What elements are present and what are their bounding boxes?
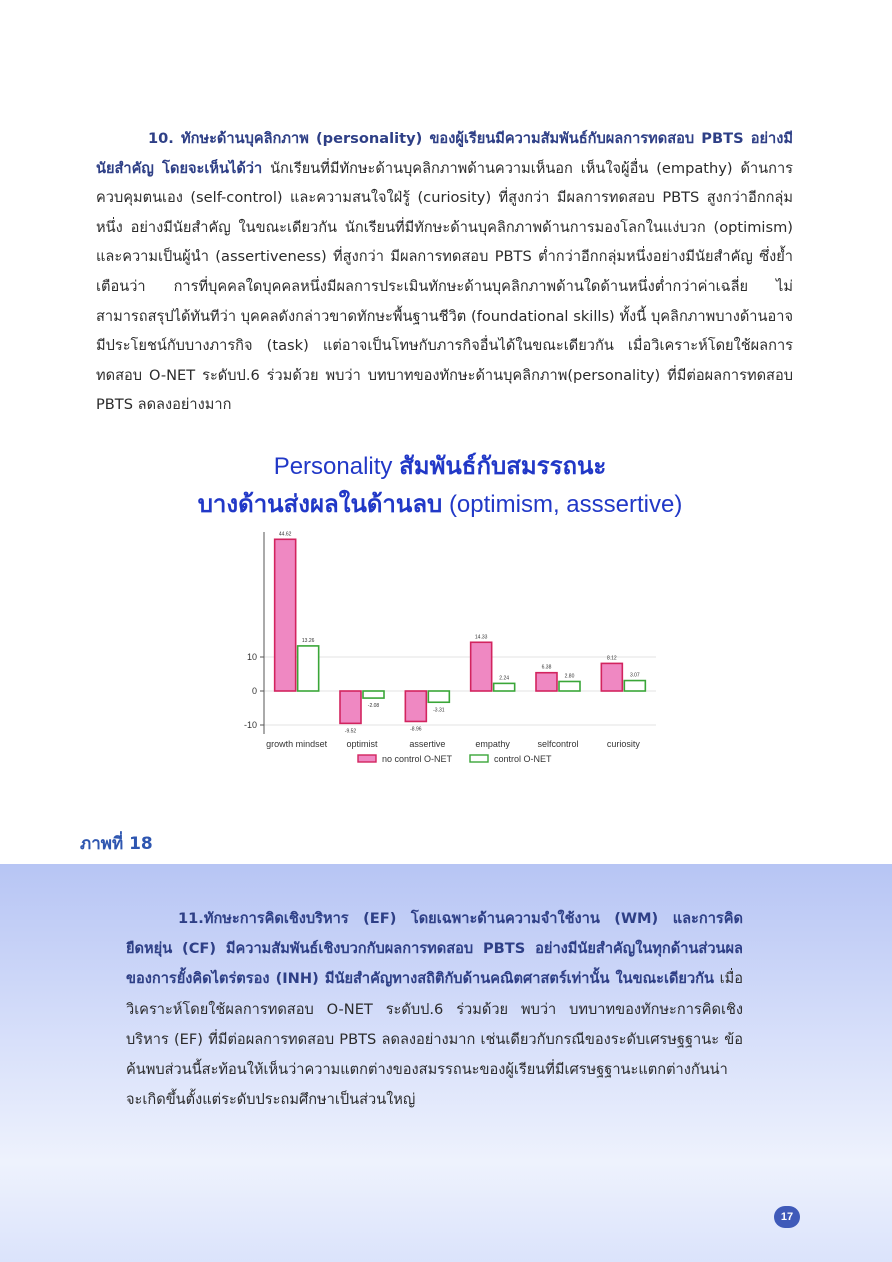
bar-no-control [601, 663, 622, 691]
y-tick-label: -10 [243, 720, 257, 730]
data-label: 13.26 [301, 637, 315, 644]
section-11-panel [0, 864, 892, 1262]
paragraph-11 [126, 904, 743, 1115]
bar-control [494, 683, 515, 691]
data-label: 2.24 [499, 675, 510, 682]
legend-swatch-no-control [358, 755, 376, 762]
paragraph-11-heading: 11.ทักษะการคิดเชิงบริหาร (EF) โดยเฉพาะด้านความจำใช้งาน (WM) และการคิดยืดหยุ่น (CF) มีความสัมพันธ์เชิงบวกกับผลการทดสอบ PBTS อย่างมีนัยสำคัญในทุกด้านส่วนผลของการยั้งคิดไตร่ตรอง (INH) มีนัยสำคัญทางสถิติกับด้านคณิตศาสตร์เท่านั้น ในขณะเดียวกัน [126, 910, 743, 988]
paragraph-10 [96, 124, 793, 420]
chart-title-line-2 [90, 484, 790, 523]
x-tick-label: curiosity [606, 739, 640, 749]
bar-no-control [405, 691, 426, 721]
data-label: -2.08 [367, 703, 380, 710]
legend-label-no-control: no control O-NET [382, 754, 453, 764]
data-label: -8.96 [410, 726, 422, 733]
data-label: 2.80 [564, 673, 575, 680]
legend-label-control: control O-NET [494, 754, 552, 764]
bar-control [624, 681, 645, 691]
bar-no-control [275, 539, 296, 691]
y-tick-label: 10 [246, 652, 257, 662]
data-label: 6.38 [541, 664, 552, 671]
paragraph-11-body: เมื่อวิเคราะห์โดยใช้ผลการทดสอบ O-NET ระดับป.6 ร่วมด้วย พบว่า บทบาทของทักษะการคิดเชิงบริหาร (EF) ที่มีต่อผลการทดสอบ PBTS ลดลงอย่างมาก เช่นเดียวกับกรณีของระดับเศรษฐฐานะ ข้อค้นพบส่วนนี้สะท้อนให้เห็นว่าความแตกต่างของสมรรถนะของผู้เรียนที่มีเศรษฐฐานะแตกต่างกันน่าจะเกิดขึ้นตั้งแต่ระดับประถมศึกษาเป็นส่วนใหญ่ [126, 970, 743, 1109]
page-number-badge: 17 [774, 1206, 800, 1228]
y-tick-label: 0 [251, 686, 257, 696]
chart-subtitle-en: (optimism, asssertive) [448, 491, 683, 518]
paragraph-10-heading: 10. ทักษะด้านบุคลิกภาพ (personality) ของผู้เรียนมีความสัมพันธ์กับผลการทดสอบ PBTS อย่างมีนัยสำคัญ โดยจะเห็นได้ว่า [96, 130, 793, 177]
chart-subtitle-th: บางด้านส่งผลในด้านลบ [197, 491, 449, 518]
x-tick-label: growth mindset [266, 739, 328, 749]
bar-control [428, 691, 449, 702]
data-label: 3.07 [629, 672, 640, 679]
chart-title-line-1 [90, 446, 790, 485]
data-label: 44.62 [278, 531, 292, 538]
data-label: -3.31 [433, 707, 445, 714]
bar-control [298, 646, 319, 691]
chart-title-th: สัมพันธ์กับสมรรถนะ [399, 453, 607, 480]
bar-no-control [471, 642, 492, 691]
personality-bar-chart [236, 524, 676, 774]
x-tick-label: empathy [475, 739, 510, 749]
paragraph-10-body: นักเรียนที่มีทักษะด้านบุคลิกภาพด้านความเห็นอก เห็นใจผู้อื่น (empathy) ด้านการควบคุมตนเอง (self-control) และความสนใจใฝ่รู้ (curiosity) ที่สูงกว่า มีผลการทดสอบ PBTS สูงกว่าอีกกลุ่มหนึ่ง อย่างมีนัยสำคัญ ในขณะเดียวกัน นักเรียนที่มีทักษะด้านบุคลิกภาพด้านการมองโลกในแง่บวก (optimism) และความเป็นผู้นำ (assertiveness) ที่สูงกว่า มีผลการทดสอบ PBTS ต่ำกว่าอีกกลุ่มหนึ่งอย่างมีนัยสำคัญ ซึ่งย้ำเตือนว่า การที่บุคคลใดบุคคลหนึ่งมีผลการประเมินทักษะด้านบุคลิกภาพด้านใดด้านหนึ่งต่ำกว่าค่าเฉลี่ย ไม่สามารถสรุปได้ทันทีว่า บุคคลดังกล่าวขาดทักษะพื้นฐานชีวิต (foundational skills) ทั้งนี้ บุคลิกภาพบางด้านอาจมีประโยชน์กับบางภารกิจ (task) แต่อาจเป็นโทษกับภารกิจอื่นได้ในขณะเดียวกัน เมื่อวิเคราะห์โดยใช้ผลการทดสอบ O-NET ระดับป.6 ร่วมด้วย พบว่า บทบาทของทักษะด้านบุคลิกภาพ(personality) ที่มีต่อผลการทดสอบ PBTS ลดลงอย่างมาก [96, 159, 793, 414]
bar-no-control [536, 673, 557, 691]
data-label: 8.12 [606, 655, 617, 662]
data-label: -9.52 [344, 728, 357, 735]
x-tick-label: assertive [409, 739, 446, 749]
bar-control [363, 691, 384, 698]
legend-swatch-control [470, 755, 488, 762]
figure-caption: ภาพที่ 18 [80, 834, 153, 854]
chart-title-en: Personality [273, 453, 400, 480]
x-tick-label: optimist [346, 739, 378, 749]
data-label: 14.33 [474, 634, 488, 641]
bar-control [559, 681, 580, 691]
x-tick-label: selfcontrol [537, 739, 579, 749]
bar-no-control [340, 691, 361, 723]
